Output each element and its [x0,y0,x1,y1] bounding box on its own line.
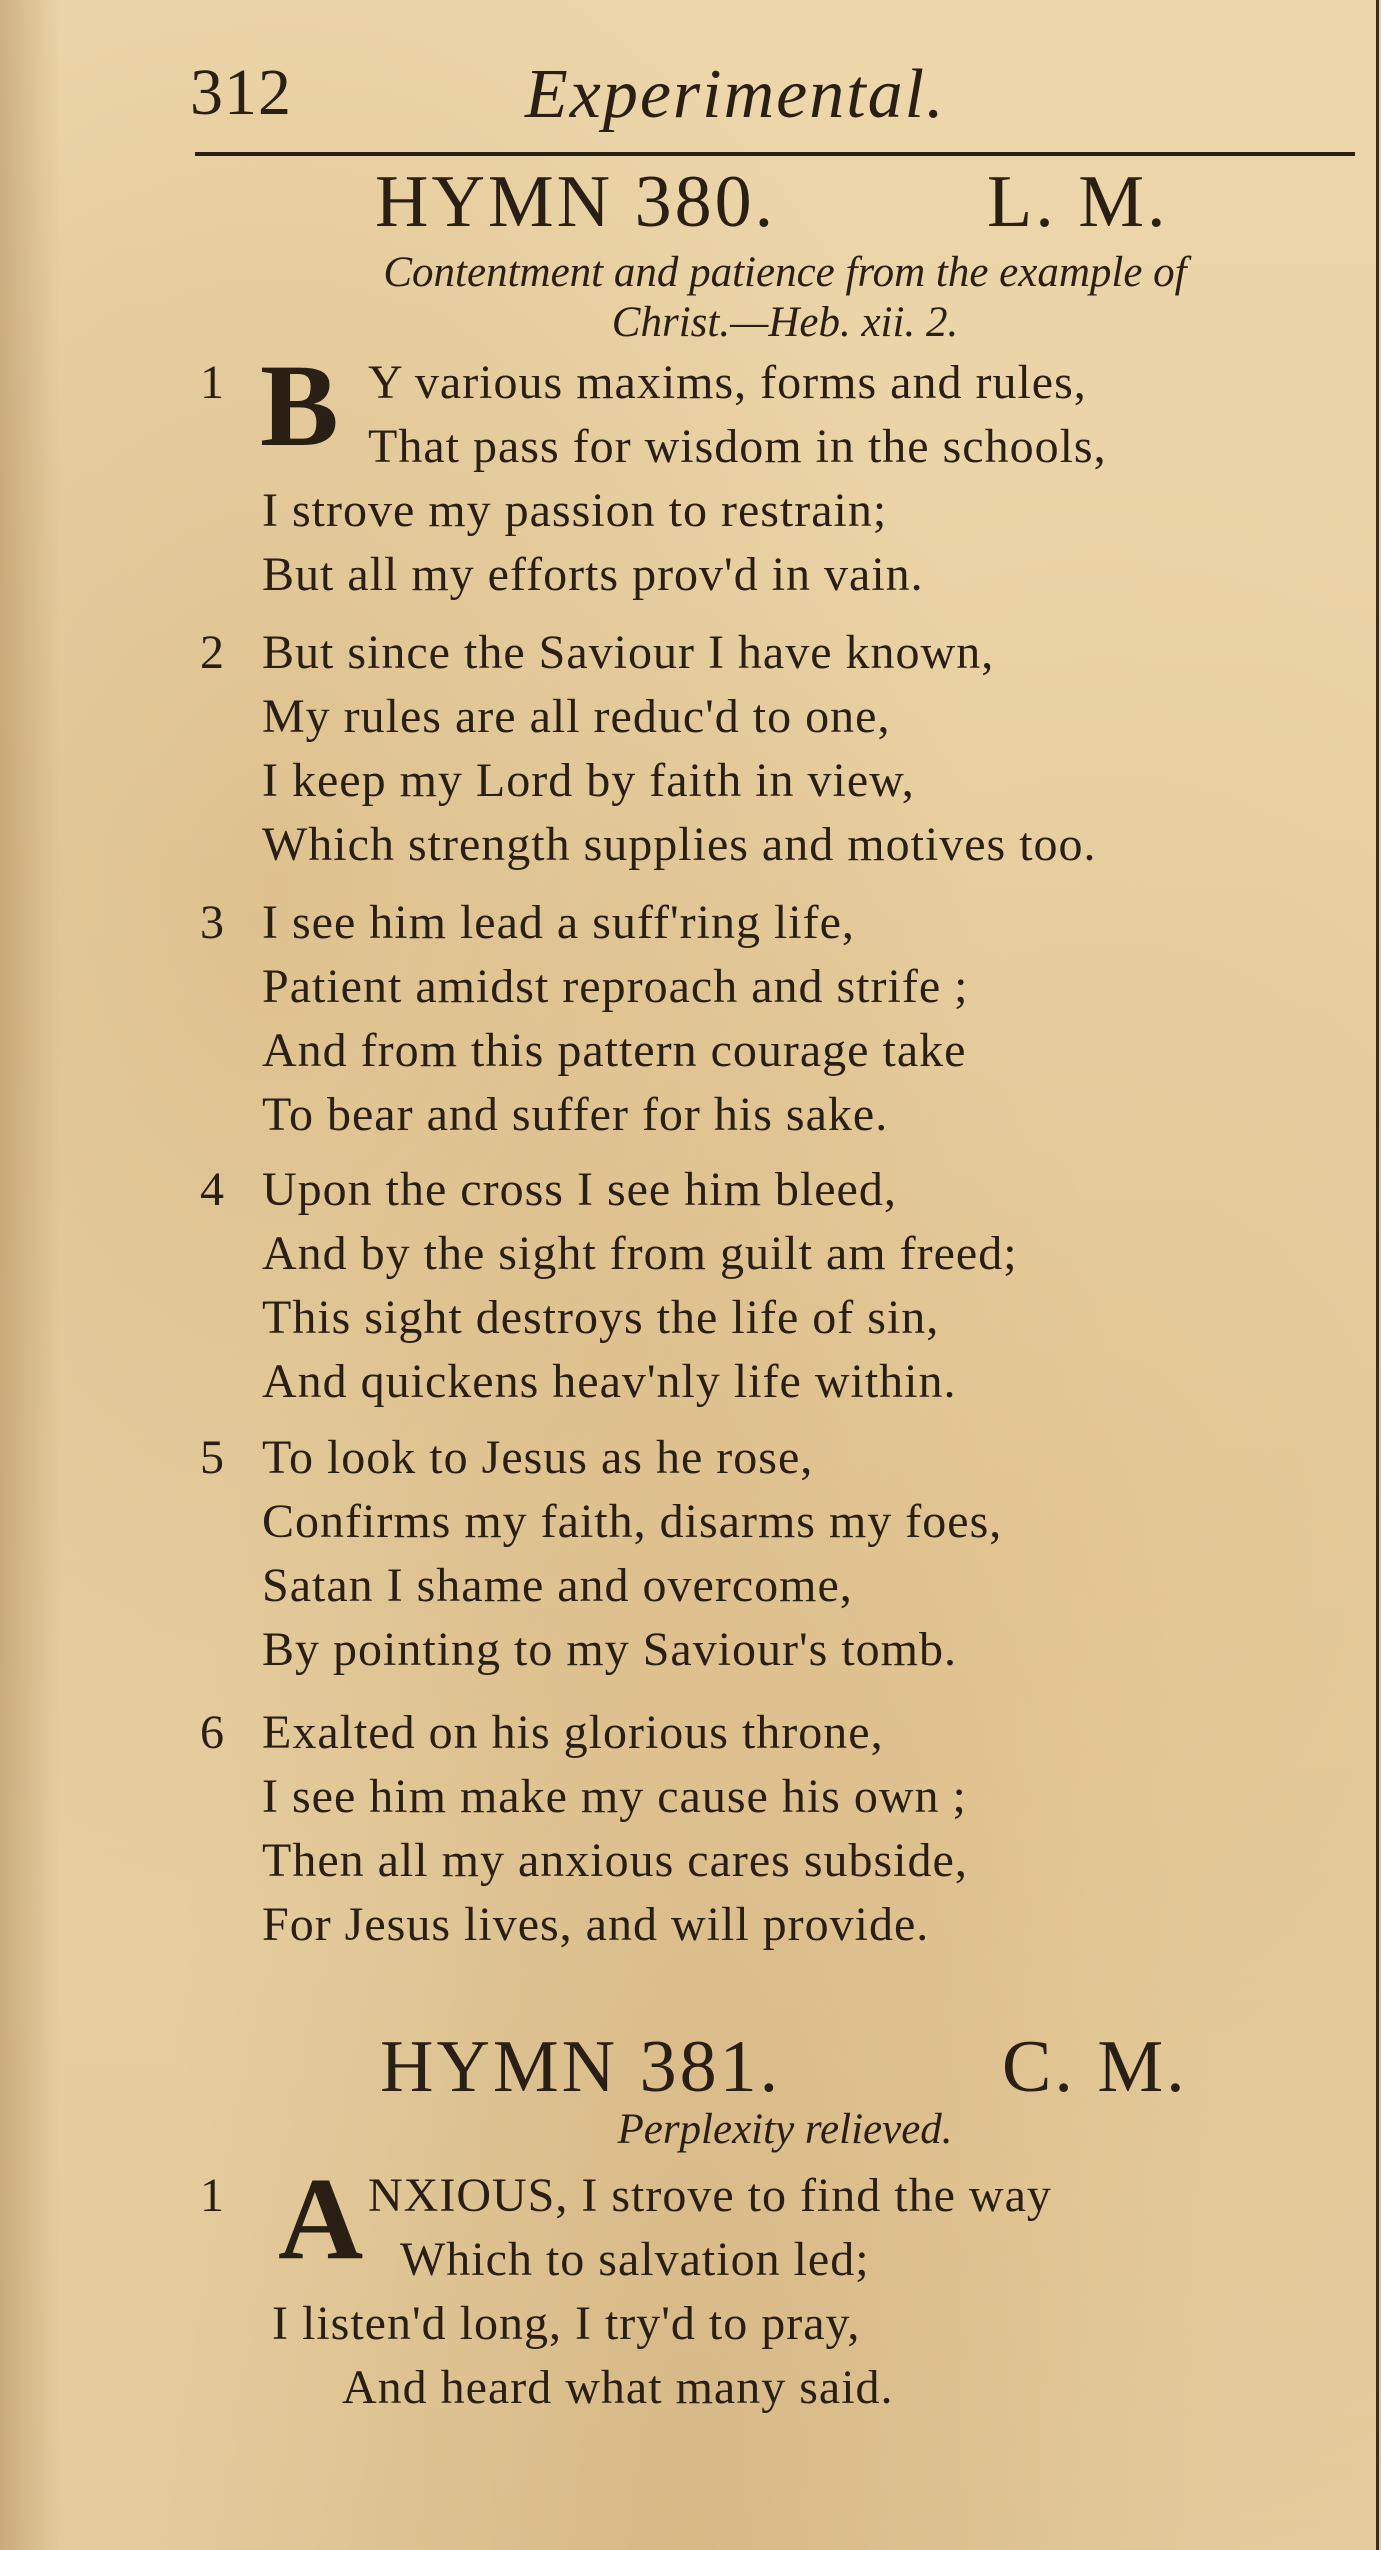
hymn-381-heading [380,2025,1280,2108]
verse-line: To bear and suffer for his sake. [262,1088,889,1141]
verse-line: For Jesus lives, and will provide. [262,1898,930,1951]
drop-cap: A [278,2153,365,2284]
verse-line: Then all my anxious cares subside, [262,1834,968,1887]
page-number: 312 [190,56,292,129]
hymn-381-meter: C. M. [1002,2026,1188,2108]
hymn-380-subtitle-line-1: Contentment and patience from the example of [383,249,1187,296]
verse-line: I see him make my cause his own ; [262,1770,967,1823]
section-title: Experimental. [525,56,946,133]
drop-cap: B [260,340,340,471]
stanza-number: 3 [200,896,225,949]
hymn-381-title: HYMN 381. [380,2026,782,2108]
verse-line: Which to salvation led; [400,2233,870,2286]
stanza-number: 6 [200,1706,225,1759]
verse-line: By pointing to my Saviour's tomb. [262,1623,958,1676]
hymn-380-stanza-3 [200,895,1370,1145]
verse-line: Exalted on his glorious throne, [262,1706,884,1759]
verse-line: I see him lead a suff'ring life, [262,896,855,949]
verse-line: This sight destroys the life of sin, [262,1291,940,1344]
hymn-380-heading [375,160,1275,243]
verse-line: I listen'd long, I try'd to pray, [272,2297,861,2350]
stanza-number: 4 [200,1163,225,1216]
hymn-381-stanza-1 [200,2153,1370,2468]
hymn-380-meter: L. M. [987,161,1169,243]
head-rule [195,152,1355,156]
verse-line: And quickens heav'nly life within. [262,1355,957,1408]
hymn-381-subtitle: Perplexity relieved. [617,2106,953,2153]
verse-line: But all my efforts prov'd in vain. [262,548,924,601]
verse-line: But since the Saviour I have known, [262,626,995,679]
verse-line: Which strength supplies and motives too. [262,818,1097,871]
verse-line: Y various maxims, forms and rules, [368,356,1087,409]
stanza-number: 2 [200,626,225,679]
hymn-380-stanza-5 [200,1430,1370,1680]
verse-line: To look to Jesus as he rose, [262,1431,814,1484]
stanza-number: 1 [200,356,225,409]
running-head [190,55,1350,135]
verse-line: I keep my Lord by faith in view, [262,754,915,807]
verse-line: My rules are all reduc'd to one, [262,690,891,743]
hymn-380-stanza-4 [200,1162,1370,1412]
stanza-number: 5 [200,1431,225,1484]
right-margin-rule [1376,0,1379,2550]
verse-line: That pass for wisdom in the schools, [368,420,1107,473]
verse-line: Confirms my faith, disarms my foes, [262,1495,1003,1548]
page-edge-shadow [0,0,60,2550]
verse-line: And heard what many said. [342,2361,894,2414]
verse-line: NXIOUS, I strove to find the way [368,2169,1052,2222]
verse-line: Satan I shame and overcome, [262,1559,853,1612]
verse-line: Patient amidst reproach and strife ; [262,960,969,1013]
hymn-380-title: HYMN 380. [375,161,777,243]
hymn-380-stanza-2 [200,625,1370,875]
verse-line: And by the sight from guilt am freed; [262,1227,1018,1280]
verse-line: Upon the cross I see him bleed, [262,1163,897,1216]
verse-line: And from this pattern courage take [262,1024,967,1077]
hymn-380-subtitle-line-2: Christ.—Heb. xii. 2. [611,299,959,346]
hymn-380-stanza-1 [200,340,1370,605]
hymn-380-stanza-6 [200,1705,1370,1955]
verse-line: I strove my passion to restrain; [262,484,888,537]
hymn-380-subtitle [195,248,1375,348]
stanza-number: 1 [200,2169,225,2222]
